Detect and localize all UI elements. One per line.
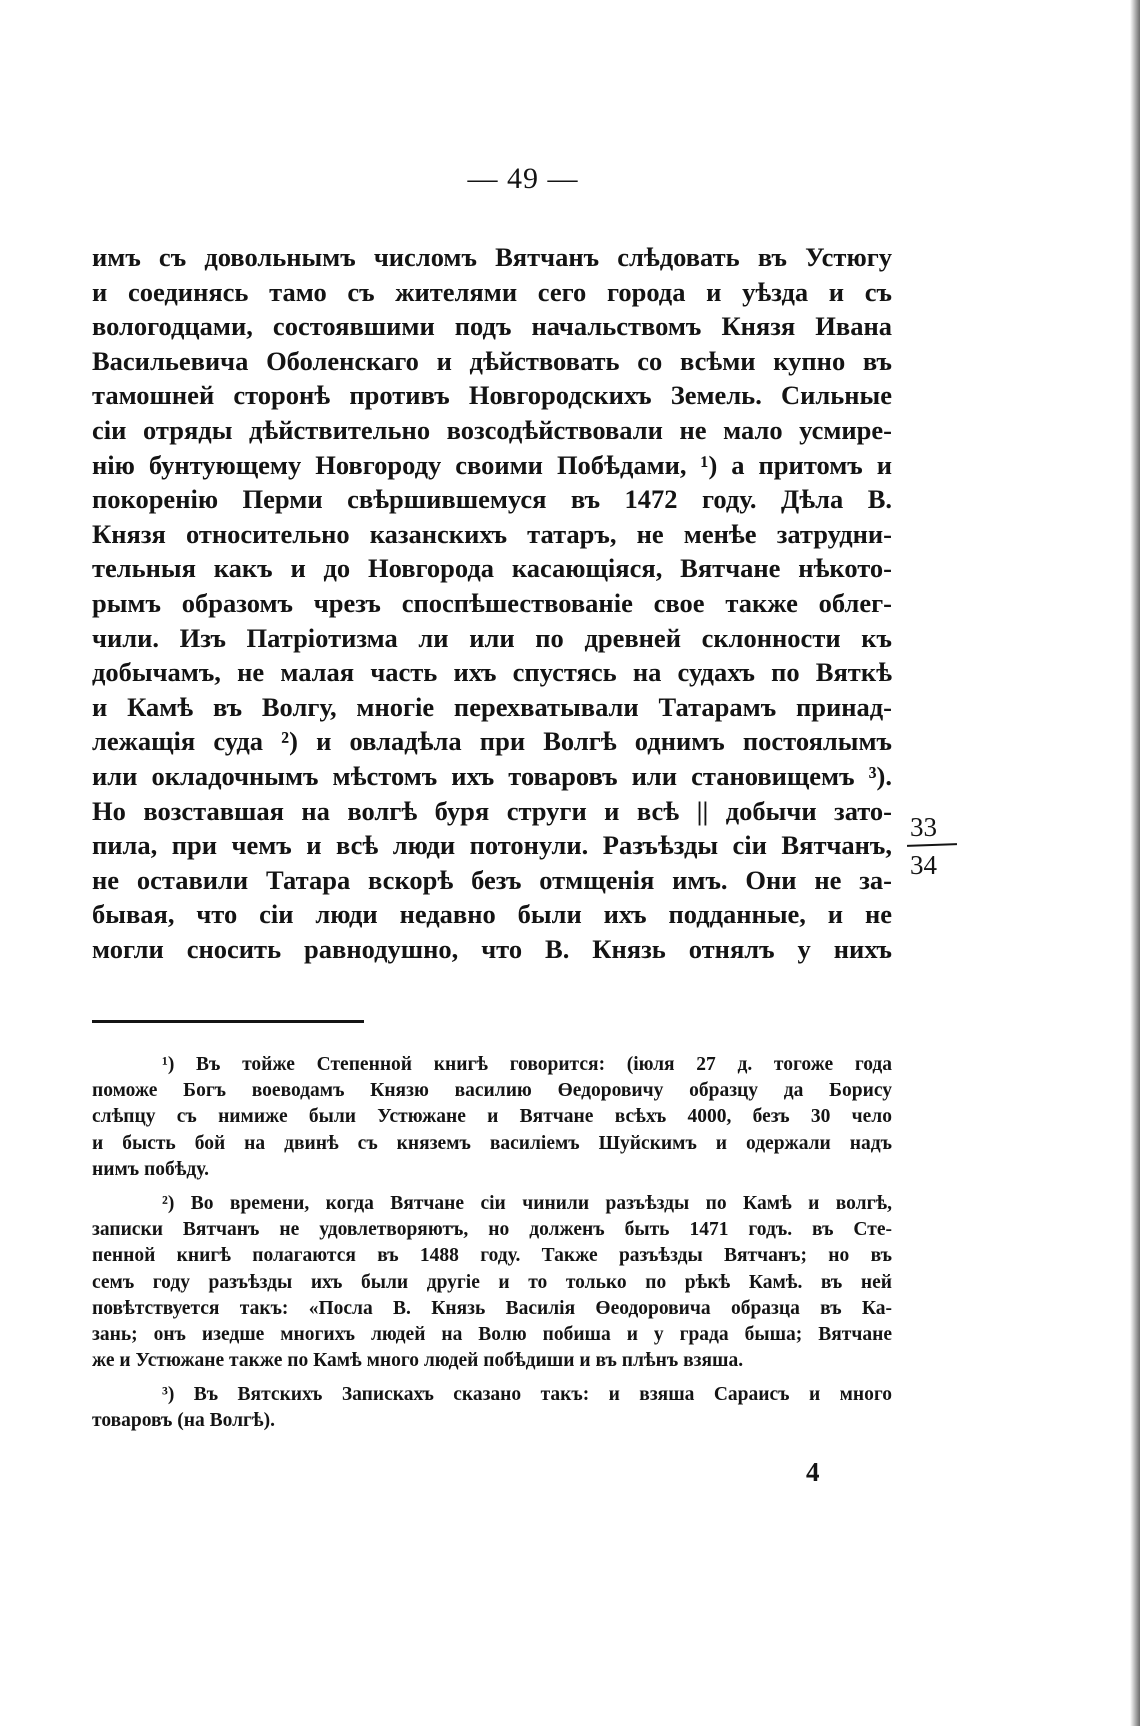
footnote-1 [92, 1052, 892, 1183]
footnote-gap [92, 1183, 892, 1191]
footnote-line: зань; онъ изедше многихъ людей на Волю побиша и у града быша; Вятчане [92, 1323, 892, 1345]
footnote-line: товаровъ (на Волгѣ). [92, 1410, 275, 1432]
text-line: могли сносить равнодушно, что В. Князь отнялъ у нихъ [92, 933, 892, 964]
text-line: Но возставшая на волгѣ буря струги и всѣ || добычи зато- [92, 795, 892, 826]
text-line: имъ съ довольнымъ числомъ Вятчанъ слѣдовать въ Устюгу [92, 242, 892, 272]
footnote-line: пенной книгѣ полагаются въ 1488 году. Также разъѣзды Вятчанъ; но въ [92, 1245, 892, 1267]
footnote-divider [92, 1020, 364, 1023]
text-line: и Камѣ въ Волгу, многіе перехватывали Татарамъ принад- [92, 691, 892, 722]
text-line: Князя относительно казанскихъ татаръ, не менѣе затрудни- [92, 518, 892, 549]
page-number: — 49 — [467, 162, 579, 195]
text-line: рымъ образомъ чрезъ споспѣшествованіе свое также облег- [92, 587, 892, 618]
text-line: вологодцами, состоявшими подъ начальствомъ Князя Ивана [92, 311, 892, 342]
footnote-line: повѣтствуется такъ: «Посла В. Князь Василія Өеодоровича образца въ Ка- [92, 1297, 892, 1319]
text-line: или окладочнымъ мѣстомъ ихъ товаровъ или становищемъ ³). [92, 760, 892, 791]
page-edge [1130, 0, 1140, 1726]
margin-note-33: 33 [910, 812, 937, 842]
text-line: нію бунтующему Новгороду своими Побѣдами, ¹) а притомъ и [92, 449, 892, 480]
text-line: чили. Изъ Патріотизма ли или по древней склонности къ [92, 622, 892, 653]
text-line: и соединясь тамо съ жителями сего города и уѣзда и съ [92, 276, 892, 307]
text-line: покоренію Перми свѣршившемуся въ 1472 году. Дѣла В. [92, 484, 892, 515]
text-line: пила, при чемъ и всѣ люди потонули. Разъѣзды сіи Вятчанъ, [92, 830, 892, 861]
text-line: добычамъ, не малая часть ихъ спустясь на судахъ по Вяткѣ [92, 657, 892, 688]
text-line: Васильевича Оболенскаго и дѣйствовать со всѣми купно въ [92, 345, 892, 376]
text-line: не оставили Татара вскорѣ безъ отмщенія имъ. Они не за- [92, 864, 892, 895]
footnote-line: слѣпцу съ нимиже были Устюжане и Вятчане всѣхъ 4000, безъ 30 чело [92, 1106, 892, 1128]
signature-mark: 4 [806, 1457, 820, 1487]
footnotes [92, 1052, 892, 1435]
footnote-line: и бысть бой на двинѣ съ княземъ василіемъ Шуйскимъ и одержали надъ [92, 1132, 892, 1154]
text-line: тельныя какъ и до Новгорода касающіяся, Вятчане нѣкото- [92, 553, 892, 584]
footnote-2 [92, 1191, 892, 1374]
text-line: бывая, что сіи люди недавно были ихъ подданные, и не [92, 899, 892, 930]
main-text [92, 240, 892, 966]
footnote-line: же и Устюжане также по Камѣ много людей побѣдиши и въ плѣнъ взяша. [92, 1350, 744, 1372]
margin-note-34: 34 [910, 850, 937, 880]
footnote-line: ³) Въ Вятскихъ Запискахъ сказано такъ: и взяша Сараисъ и много [162, 1384, 892, 1406]
footnote-3 [92, 1382, 892, 1434]
text-line: тамошней сторонѣ противъ Новгородскихъ Земель. Сильные [92, 380, 892, 411]
footnote-line: записки Вятчанъ не удовлетворяютъ, но долженъ быть 1471 годъ. въ Сте- [92, 1219, 892, 1241]
footnote-line: нимъ побѣду. [92, 1158, 209, 1180]
footnote-line: ¹) Въ тойже Степенной книгѣ говорится: (іюля 27 д. тогоже года [162, 1054, 892, 1075]
text-line: лежащія суда ²) и овладѣла при Волгѣ однимъ постоялымъ [92, 726, 892, 757]
footnote-line: поможе Богъ воеводамъ Князю василию Өедоровичу образцу да Борису [92, 1080, 892, 1102]
footnote-gap [92, 1374, 892, 1382]
text-line: сіи отряды дѣйствительно возсодѣйствовали не мало усмире- [92, 414, 892, 445]
margin-divider [907, 843, 957, 847]
footnote-line: семъ году разъѣзды ихъ были другіе и то только по рѣкѣ Камѣ. въ ней [92, 1271, 892, 1293]
footnote-line: ²) Во времени, когда Вятчане сіи чинили разъѣзды по Камѣ и волгѣ, [162, 1192, 892, 1214]
